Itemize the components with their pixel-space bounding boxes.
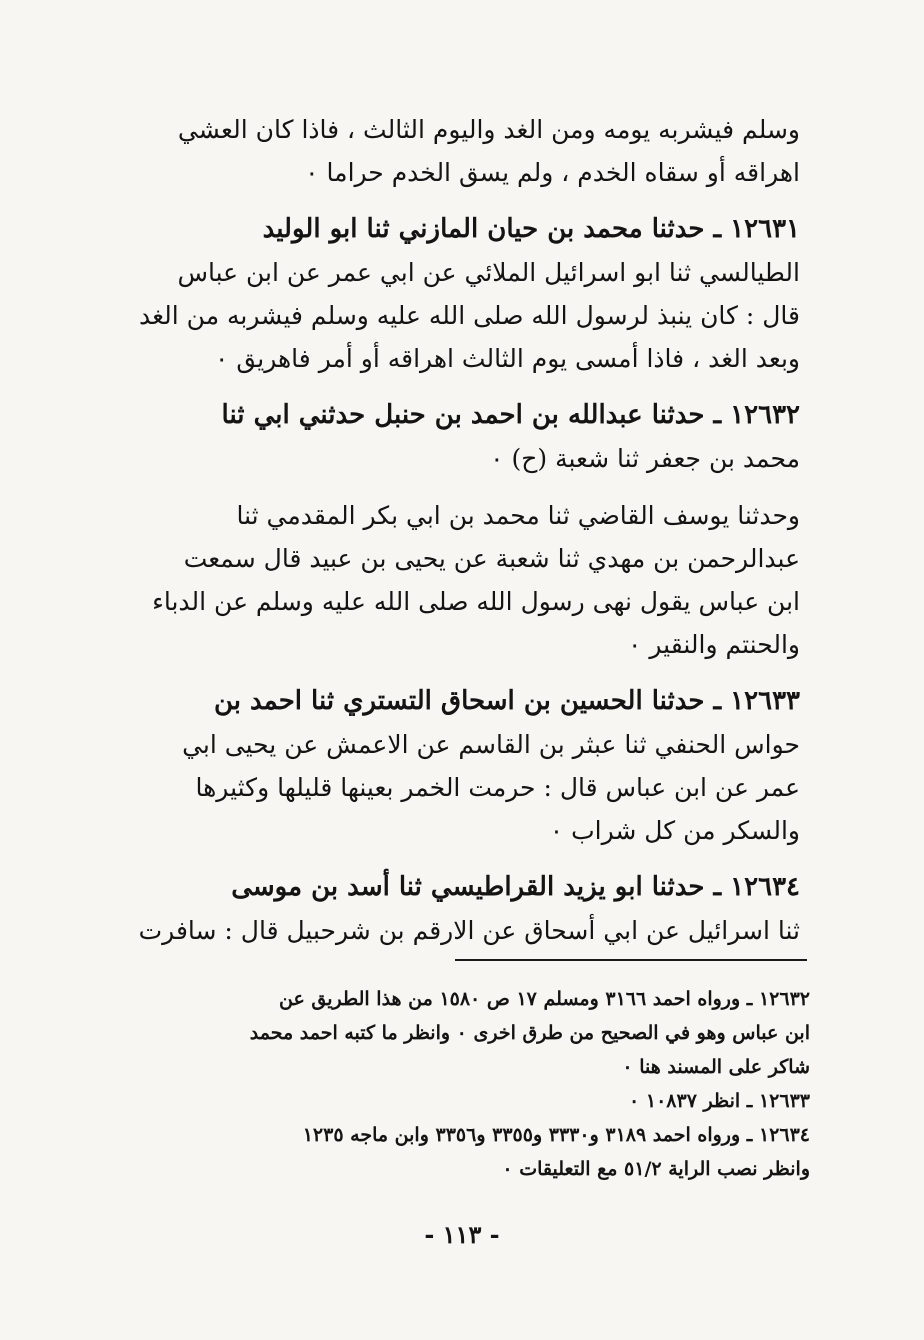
text-line: ثنا اسرائيل عن ابي أسحاق عن الارقم بن شرحبيل قال : سافرت [138, 916, 800, 945]
footnote-divider [455, 959, 807, 961]
hadith-12632 [94, 394, 800, 480]
text-line: وسلم فيشربه يومه ومن الغد واليوم الثالث ، فاذا كان العشي [177, 115, 800, 144]
text-line: الطيالسي ثنا ابو اسرائيل الملائي عن ابي عمر عن ابن عباس [177, 258, 800, 287]
text-line: وحدثنا يوسف القاضي ثنا محمد بن ابي بكر المقدمي ثنا [236, 501, 800, 530]
main-text [94, 108, 800, 966]
footnote-line: ابن عباس وهو في الصحيح من طرق اخرى ٠ وانظر ما كتبه احمد محمد [249, 1022, 810, 1044]
text-line: والسكر من كل شراب ٠ [549, 816, 800, 845]
text-line: ١٢٦٣٤ ـ حدثنا ابو يزيد القراطيسي ثنا أسد بن موسى [231, 872, 800, 902]
text-line: والحنتم والنقير ٠ [628, 630, 800, 659]
footnote-line: ١٢٦٣٤ ـ ورواه احمد ٣١٨٩ و٣٣٣٠ و٣٣٥٥ و٣٣٥٦ وابن ماجه ١٢٣٥ [302, 1124, 810, 1146]
page-number: - ١١٣ - [424, 1220, 500, 1249]
text-line: عبدالرحمن بن مهدي ثنا شعبة عن يحيى بن عبيد قال سمعت [183, 544, 800, 573]
text-line: محمد بن جعفر ثنا شعبة (ح) ٠ [490, 444, 800, 473]
text-line: وبعد الغد ، فاذا أمسى يوم الثالث اهراقه أو أمر فاهريق ٠ [215, 344, 800, 373]
text-line: حواس الحنفي ثنا عبثر بن القاسم عن الاعمش عن يحيى ابي [182, 730, 800, 759]
text-line: ١٢٦٣٣ ـ حدثنا الحسين بن اسحاق التستري ثنا احمد بن [213, 686, 800, 716]
paragraph-continuation [94, 108, 800, 194]
text-line: عمر عن ابن عباس قال : حرمت الخمر بعينها قليلها وكثيرها [195, 773, 800, 802]
hadith-12631 [94, 208, 800, 380]
text-line: اهراقه أو سقاه الخدم ، ولم يسق الخدم حراما ٠ [305, 158, 800, 187]
text-line: ١٢٦٣١ ـ حدثنا محمد بن حيان المازني ثنا ابو الوليد [262, 214, 800, 244]
footnotes [100, 982, 810, 1186]
footnote-line: ١٢٦٣٣ ـ انظر ١٠٨٣٧ ٠ [629, 1090, 810, 1112]
hadith-12632-second-chain [94, 494, 800, 666]
footnote-line: وانظر نصب الراية ٥١/٢ مع التعليقات ٠ [502, 1158, 810, 1180]
hadith-12633 [94, 680, 800, 852]
text-line: ١٢٦٣٢ ـ حدثنا عبدالله بن احمد بن حنبل حدثني ابي ثنا [221, 400, 800, 430]
text-line: قال : كان ينبذ لرسول الله صلى الله عليه وسلم فيشربه من الغد [138, 301, 800, 330]
footnote-line: شاكر على المسند هنا ٠ [622, 1056, 810, 1078]
footnote-line: ١٢٦٣٢ ـ ورواه احمد ٣١٦٦ ومسلم ١٧ ص ١٥٨٠ من هذا الطريق عن [278, 988, 810, 1010]
text-line: ابن عباس يقول نهى رسول الله صلى الله عليه وسلم عن الدباء [152, 587, 800, 616]
hadith-12634 [94, 866, 800, 952]
